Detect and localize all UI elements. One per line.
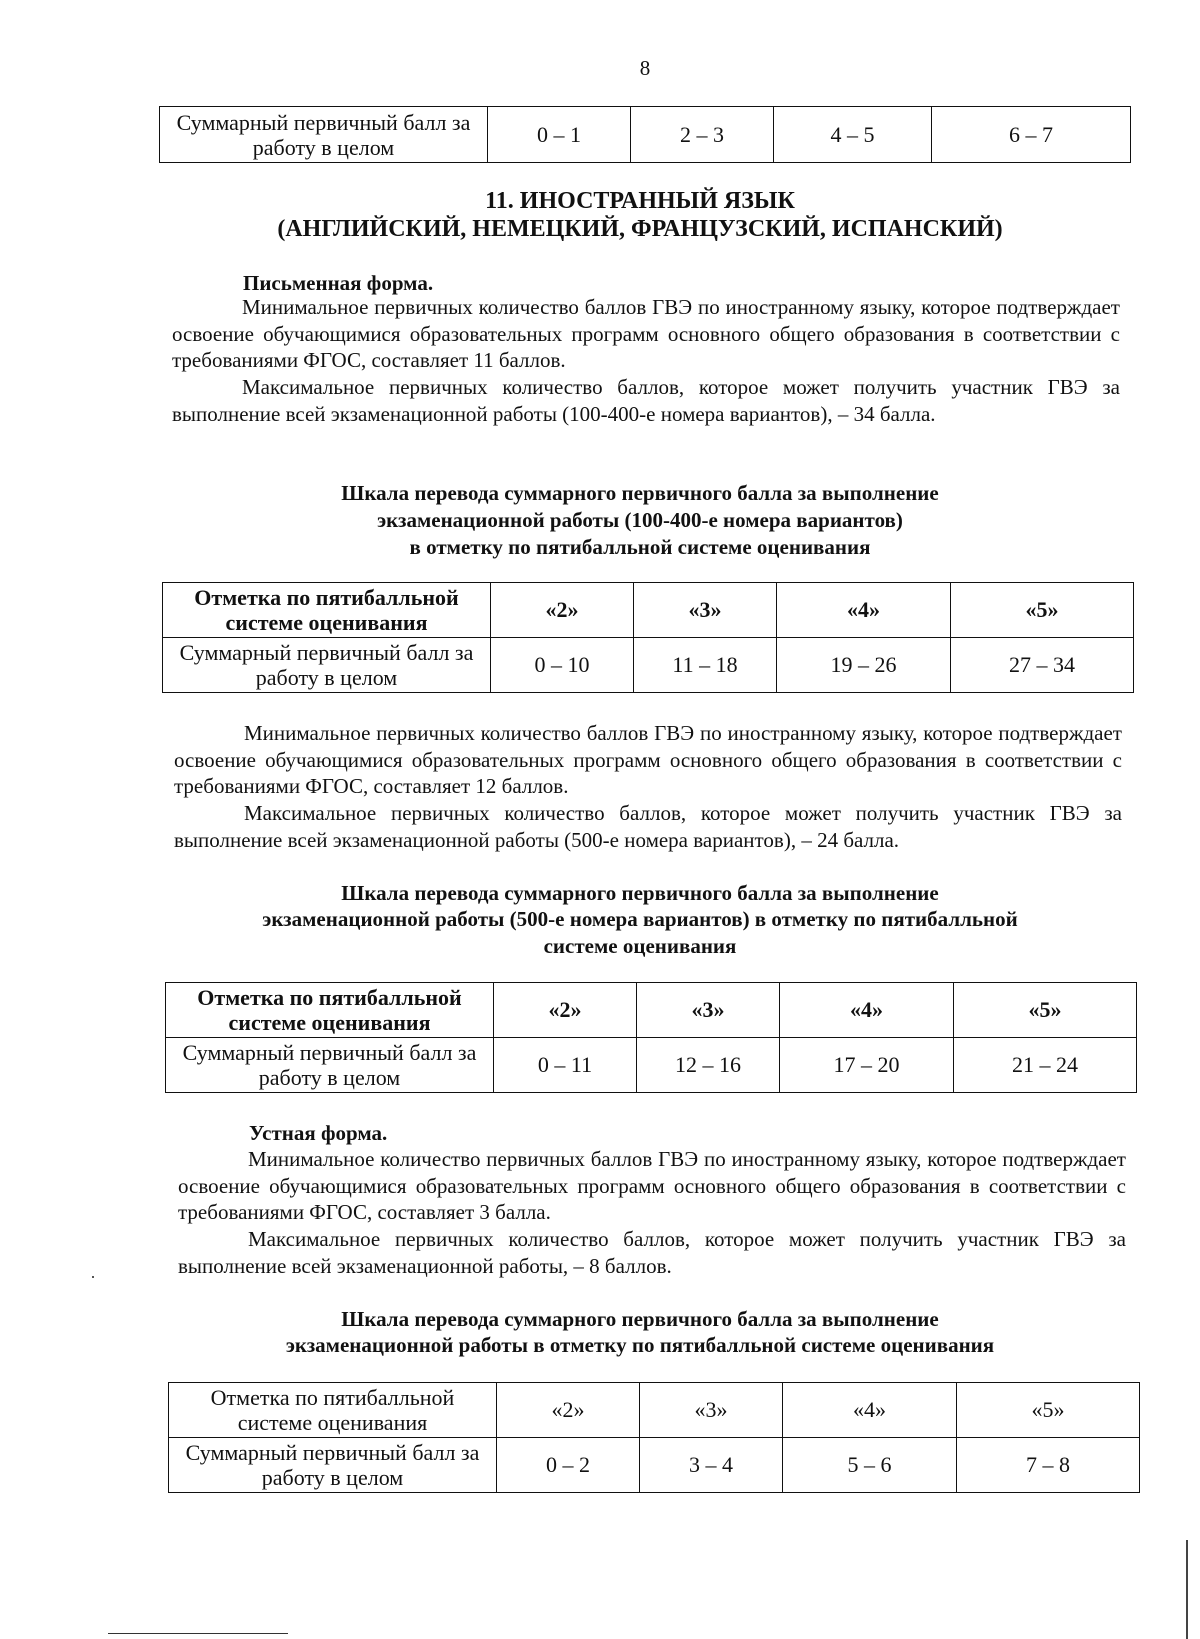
grade-cell: «4» <box>780 983 954 1038</box>
score-cell: 19 – 26 <box>777 638 951 693</box>
oral-max-paragraph: Максимальное первичных количество баллов, которое может получить участник ГВЭ за выполнение всей экзаменационной работы, – 8 баллов. <box>178 1227 1126 1278</box>
grade-cell: «3» <box>634 583 777 638</box>
grade-cell: «2» <box>497 1383 640 1438</box>
grade-cell: «3» <box>637 983 780 1038</box>
row-label: Суммарный первичный балл за работу в целом <box>163 638 491 693</box>
section-title-line1: 11. ИНОСТРАННЫЙ ЯЗЫК <box>485 188 795 214</box>
grade-header-label: Отметка по пятибалльной системе оценивания <box>166 983 494 1038</box>
score-cell: 17 – 20 <box>780 1038 954 1093</box>
table-row <box>163 638 1134 693</box>
score-cell: 11 – 18 <box>634 638 777 693</box>
score-cell: 0 – 1 <box>488 107 631 163</box>
score-cell: 3 – 4 <box>640 1438 783 1493</box>
scan-edge-line <box>1186 1540 1188 1639</box>
scale1-title-line2: экзаменационной работы (100-400-е номера вариантов) <box>377 508 903 532</box>
grade-cell: «5» <box>957 1383 1140 1438</box>
score-cell: 4 – 5 <box>774 107 932 163</box>
grade-header-label: Отметка по пятибалльной системе оценивания <box>169 1383 497 1438</box>
written-max-paragraph: Максимальное первичных количество баллов, которое может получить участник ГВЭ за выполнение всей экзаменационной работы (100-400-е номера вариантов), – 34 балла. <box>172 375 1120 426</box>
row-label: Суммарный первичный балл за работу в целом <box>160 107 488 163</box>
table-row <box>163 583 1134 638</box>
scan-speck <box>92 1276 94 1278</box>
written-min-paragraph-2: Минимальное первичных количество баллов ГВЭ по иностранному языку, которое подтверждает освоение обучающимися образовательных программ основного общего образования в соответствии с требованиями ФГОС, составляет 12 баллов. <box>174 721 1122 798</box>
section-title-line2: (АНГЛИЙСКИЙ, НЕМЕЦКИЙ, ФРАНЦУЗСКИЙ, ИСПАНСКИЙ) <box>277 216 1003 242</box>
scale1-table <box>162 582 1134 693</box>
grade-cell: «2» <box>491 583 634 638</box>
written-form-heading: Письменная форма. <box>243 271 434 295</box>
oral-min-paragraph: Минимальное количество первичных баллов ГВЭ по иностранному языку, которое подтверждает освоение обучающимися образовательных программ основного общего образования в соответствии с требованиями ФГОС, составляет 3 балла. <box>178 1147 1126 1224</box>
scale2-title-line2: экзаменационной работы (500-е номера вариантов) в отметку по пятибалльной <box>262 907 1018 931</box>
row-label: Суммарный первичный балл за работу в целом <box>166 1038 494 1093</box>
grade-header-label: Отметка по пятибалльной системе оценивания <box>163 583 491 638</box>
grade-cell: «4» <box>777 583 951 638</box>
oral-scale-title-line1: Шкала перевода суммарного первичного балла за выполнение <box>341 1307 939 1331</box>
page-number: 8 <box>639 56 651 80</box>
scale1-title-line3: в отметку по пятибалльной системе оценивания <box>409 535 871 559</box>
score-cell: 5 – 6 <box>783 1438 957 1493</box>
table-row <box>166 983 1137 1038</box>
scale2-title-line1: Шкала перевода суммарного первичного балла за выполнение <box>341 881 939 905</box>
score-cell: 0 – 11 <box>494 1038 637 1093</box>
score-cell: 0 – 10 <box>491 638 634 693</box>
scale1-title-line1: Шкала перевода суммарного первичного балла за выполнение <box>341 481 939 505</box>
score-cell: 6 – 7 <box>932 107 1131 163</box>
score-cell: 21 – 24 <box>954 1038 1137 1093</box>
oral-scale-title-line2: экзаменационной работы в отметку по пятибалльной системе оценивания <box>285 1333 995 1357</box>
scale2-title-line3: системе оценивания <box>543 934 737 958</box>
grade-cell: «5» <box>954 983 1137 1038</box>
written-min-paragraph: Минимальное первичных количество баллов ГВЭ по иностранному языку, которое подтверждает освоение обучающимися образовательных программ основного общего образования в соответствии с требованиями ФГОС, составляет 11 баллов. <box>172 295 1120 372</box>
oral-form-heading: Устная форма. <box>249 1121 388 1145</box>
grade-cell: «5» <box>951 583 1134 638</box>
grade-cell: «2» <box>494 983 637 1038</box>
scale2-table <box>165 982 1137 1093</box>
table-row <box>169 1438 1140 1493</box>
score-cell: 0 – 2 <box>497 1438 640 1493</box>
table-row <box>166 1038 1137 1093</box>
score-cell: 12 – 16 <box>637 1038 780 1093</box>
footnote-rule <box>108 1633 288 1634</box>
grade-cell: «4» <box>783 1383 957 1438</box>
grade-cell: «3» <box>640 1383 783 1438</box>
row-label: Суммарный первичный балл за работу в целом <box>169 1438 497 1493</box>
score-cell: 7 – 8 <box>957 1438 1140 1493</box>
written-max-paragraph-2: Максимальное первичных количество баллов, которое может получить участник ГВЭ за выполнение всей экзаменационной работы (500-е номера вариантов), – 24 балла. <box>174 801 1122 852</box>
table-row <box>169 1383 1140 1438</box>
table-row <box>160 107 1131 163</box>
oral-scale-table <box>168 1382 1140 1493</box>
score-cell: 27 – 34 <box>951 638 1134 693</box>
top-score-table <box>159 106 1131 163</box>
score-cell: 2 – 3 <box>631 107 774 163</box>
